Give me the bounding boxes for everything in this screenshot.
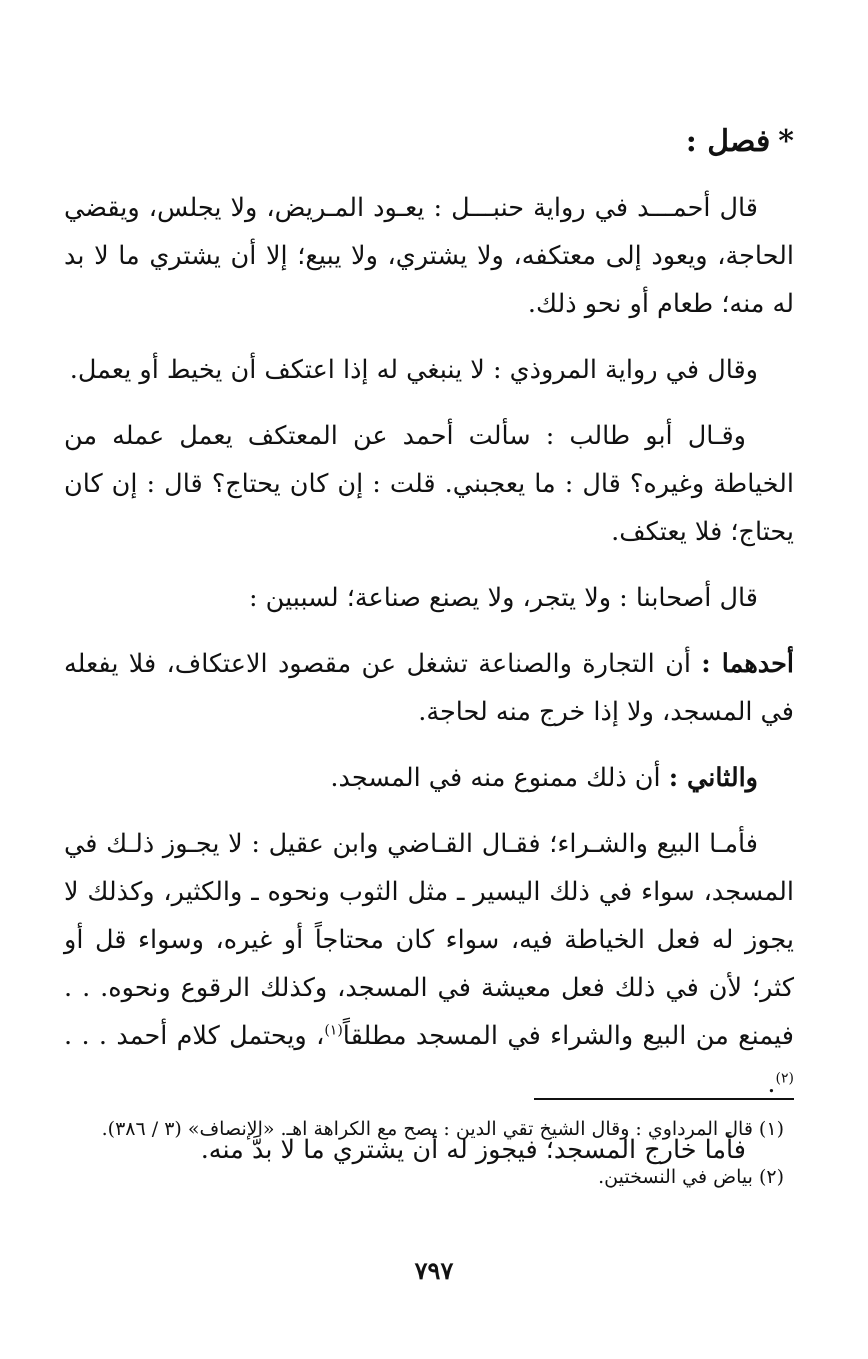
- paragraph-first-reason: [64, 640, 794, 736]
- footnote-ref-2[interactable]: (٢): [775, 1070, 794, 1087]
- footnote-2: (٢) بياض في النسختين.: [598, 1166, 784, 1188]
- page-body: [64, 118, 794, 1192]
- section-title: فصل :: [685, 124, 771, 159]
- second-reason-text: أن ذلك ممنوع منه في المسجد.: [330, 763, 669, 793]
- footnote-divider: [534, 1098, 794, 1100]
- paragraph-sale: [64, 820, 794, 1108]
- first-reason-text: أن التجارة والصناعة تشغل عن مقصود الاعتكاف، فلا يفعله في المسجد، ولا إذا خرج منه لحاجة.: [64, 649, 794, 727]
- paragraph-second-reason: [64, 754, 794, 802]
- second-reason-lead: والثاني :: [668, 763, 758, 793]
- paragraph-abu-talib: وقـال أبو طالب : سألت أحمد عن المعتكف يعمل عمله من الخياطة وغيره؟ قال : ما يعجبني. قلت : إن كان يحتاج؟ قال : إن كان يحتاج؛ فلا يعتكف.: [64, 421, 794, 547]
- sale-end-text: .: [767, 1069, 776, 1099]
- sale-middle-text: ، ويحتمل كلام أحمد . . .: [64, 1021, 325, 1051]
- paragraph-hanbal: قال أحمـــد في رواية حنبـــل : يعـود المـريض، ولا يجلس، ويقضي الحاجة، ويعود إلى معتكفه، ولا يشتري، ولا يبيع؛ إلا أن يشتري ما لا بد له منه؛ طعام أو نحو ذلك.: [64, 193, 794, 319]
- footnote-ref-1[interactable]: (١): [324, 1022, 343, 1039]
- asterisk-icon: *: [778, 124, 794, 159]
- section-heading: [64, 118, 794, 166]
- page-number: ٧٩٧: [414, 1256, 454, 1285]
- first-reason-lead: أحدهما :: [701, 649, 794, 679]
- footnote-1: (١) قال المرداوي : وقال الشيخ تقي الدين : يصح مع الكراهة اهـ. «الإنصاف» (٣ / ٣٨٦).: [101, 1118, 784, 1140]
- paragraph-outside-mosque: فأما خارج المسجد؛ فيجوز له أن يشتري ما لا بدَّ منه.: [200, 1135, 746, 1165]
- paragraph-marwazi: وقال في رواية المروذي : لا ينبغي له إذا اعتكف أن يخيط أو يعمل.: [69, 355, 758, 385]
- paragraph-ashabuna: قال أصحابنا : ولا يتجر، ولا يصنع صناعة؛ لسببين :: [248, 583, 758, 613]
- sale-text: فأمـا البيع والشـراء؛ فقـال القـاضي وابن عقيل : لا يجـوز ذلـك في المسجد، سواء في ذلك اليسير ـ مثل الثوب ونحوه ـ والكثير، وكذلك لا يجوز له فعل الخياطة فيه، سواء كان محتاجاً أو غيره، وسواء قل أو كثر؛ لأن في ذلك فعل معيشة في المسجد، وكذلك الرقوع ونحوه. . . فيمنع من البيع والشراء في المسجد مطلقاً: [64, 829, 794, 1051]
- footnotes: [64, 1112, 784, 1208]
